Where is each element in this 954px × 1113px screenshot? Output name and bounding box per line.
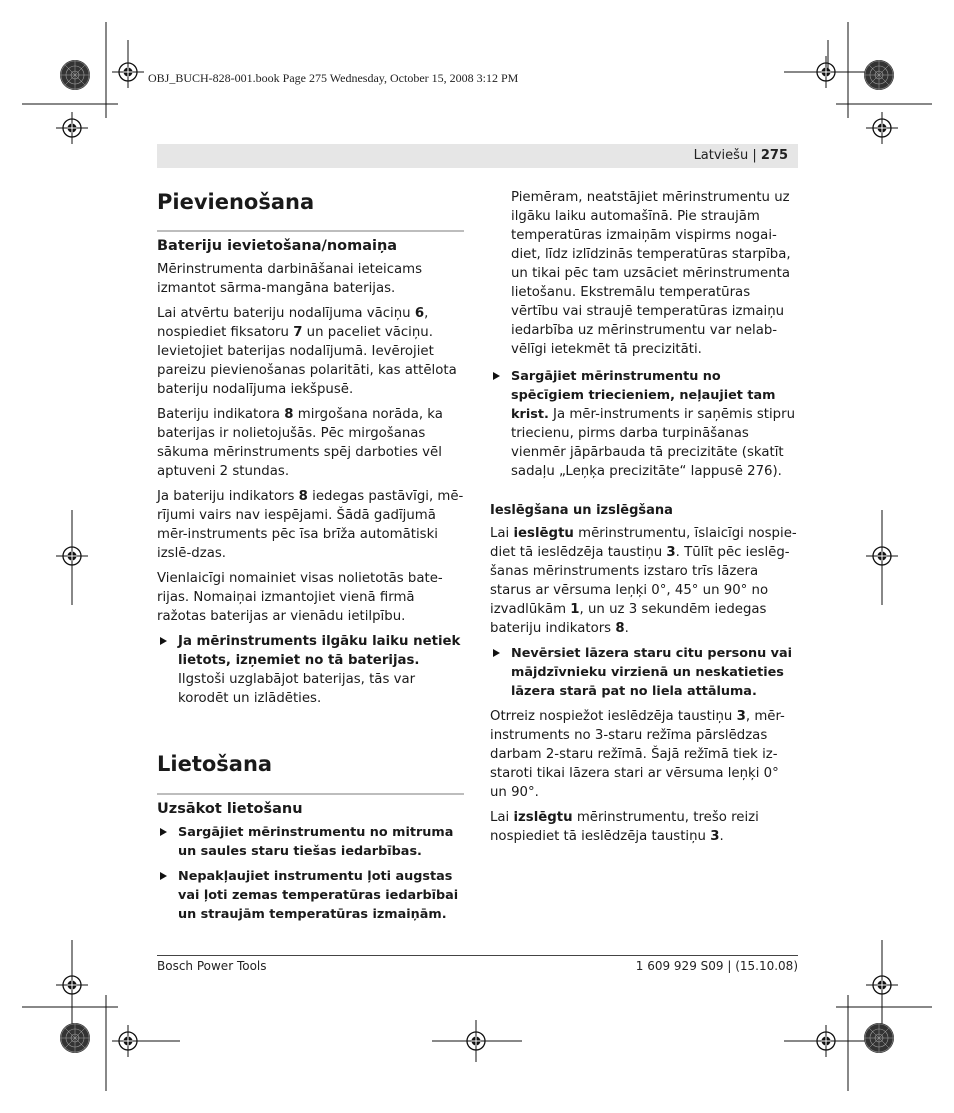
heading-pievienosana: Pievienošana [157,190,315,214]
bullet-triangle-icon [160,637,167,645]
header-language: Latviešu [693,148,749,163]
heading-lietosana: Lietošana [157,752,273,776]
bullet-impacts: Sargājiet mērinstrumentu no spēcīgiem triecieniem, neļaujiet tam krist. Ja mēr-instruments ir saņēmis stipru triecienu, pirms darba turpināšanas vienmēr jāpārbauda tā precizitāte (skatīt sadaļu „Leņķa precizitāte“ lappusē 276). [490,367,798,481]
paragraph-car-example: Piemēram, neatstājiet mērinstrumentu uz ilgāku laiku automašīnā. Pie straujām temperatūras izmaiņām vispirms nogai-diet, līdz izlīdzinās temperatūras starpība, un tikai pēc tam uzsāciet mērinstrumenta lietošanu. Ekstremālu temperatūras vērtību vai straujē temperatūras izmaiņu iedarbība uz mērinstrumentu var nelab-vēlīgi ietekmēt tā precizitāti. [511,190,791,357]
bullet-laser-warning: Nevērsiet lāzera staru citu personu vai mājdzīvnieku virzienā un neskatieties lāzera starā pat no liela attāluma. [490,644,798,701]
subheading-on-off: Ieslēgšana un izslēgšana [490,503,673,518]
header-language-page [694,148,788,163]
bullet-moisture: Sargājiet mērinstrumentu no mitruma un saules staru tiešas iedarbības. [157,823,464,861]
book-info-line: OBJ_BUCH-828-001.book Page 275 Wednesday, October 15, 2008 3:12 PM [148,71,519,85]
bullet-triangle-icon [493,372,500,380]
right-column [490,188,798,852]
bullet-remove-batteries: Ja mērinstruments ilgāku laiku netiek lietots, izņemiet no tā baterijas. Ilgstoši uzglabājot baterijas, tās var korodēt un izlādēties. [157,632,464,708]
footer-doc-number: 1 609 929 S09 | (15.10.08) [635,959,798,973]
paragraph-switch-off: Lai izslēgtu mērinstrumentu, trešo reizi nospiediet tā ieslēdzēja taustiņu 3. [490,810,759,844]
bullet-triangle-icon [160,872,167,880]
bullet-triangle-icon [493,649,500,657]
section-battery-title: Bateriju ievietošana/nomaiņa [157,230,464,256]
footer-brand: Bosch Power Tools [157,959,267,973]
paragraph-battery-indicator-steady: Ja bateriju indikators 8 iedegas pastāvīgi, mē-rījumi vairs nav iespējami. Šādā gadījumā mēr-instruments pēc īsa brīža automātiski izslē-dzas. [157,489,464,561]
bullet-temperature: Nepakļaujiet instrumentu ļoti augstas vai ļoti zemas temperatūras iedarbībai un straujām temperatūras izmaiņām. [157,867,464,924]
left-column [157,188,464,930]
paragraph-two-beam-mode: Otrreiz nospiežot ieslēdzēja taustiņu 3, mēr-instruments no 3-staru režīma pārslēdzas darbam 2-staru režīmā. Šajā režīmā tiek iz-staroti tikai lāzera stari ar vērsuma leņķi 0° un 90°. [490,709,785,800]
paragraph-battery-type: Mērinstrumenta darbināšanai ieteicams izmantot sārma-mangāna baterijas. [157,262,423,296]
section-start-title: Uzsākot lietošanu [157,793,464,819]
page-header-bar [157,144,798,168]
footer-rule [157,955,798,956]
paragraph-switch-on: Lai ieslēgtu mērinstrumentu, īslaicīgi nospie-diet tā ieslēdzēja taustiņu 3. Tūlīt pēc ieslēg-šanas mērinstruments izstaro trīs lāzera starus ar vērsuma leņķi 0°, 45° un 90° no izvadlūkām 1, un uz 3 sekundēm iedegas bateriju indikators 8. [490,526,797,636]
paragraph-battery-indicator-blink: Bateriju indikatora 8 mirgošana norāda, ka baterijas ir nolietojušās. Pēc mirgošanas sākuma mērinstruments spēj darboties vēl aptuveni 2 stundas. [157,407,443,479]
page-number: 275 [760,148,788,163]
header-separator: | [752,148,757,163]
bullet-triangle-icon [160,828,167,836]
paragraph-open-cover: Lai atvērtu bateriju nodalījuma vāciņu 6, nospiediet fiksatoru 7 un paceliet vāciņu. Ievietojiet baterijas nodalījumā. Ievērojiet pareizu pievienošanas polaritāti, kas attēlota bateriju nodalījuma iekšpusē. [157,306,457,397]
paragraph-replace-all: Vienlaicīgi nomainiet visas nolietotās bate-rijas. Nomaiņai izmantojiet vienā firmā ražotas baterijas ar vienādu ietilpību. [157,571,443,624]
